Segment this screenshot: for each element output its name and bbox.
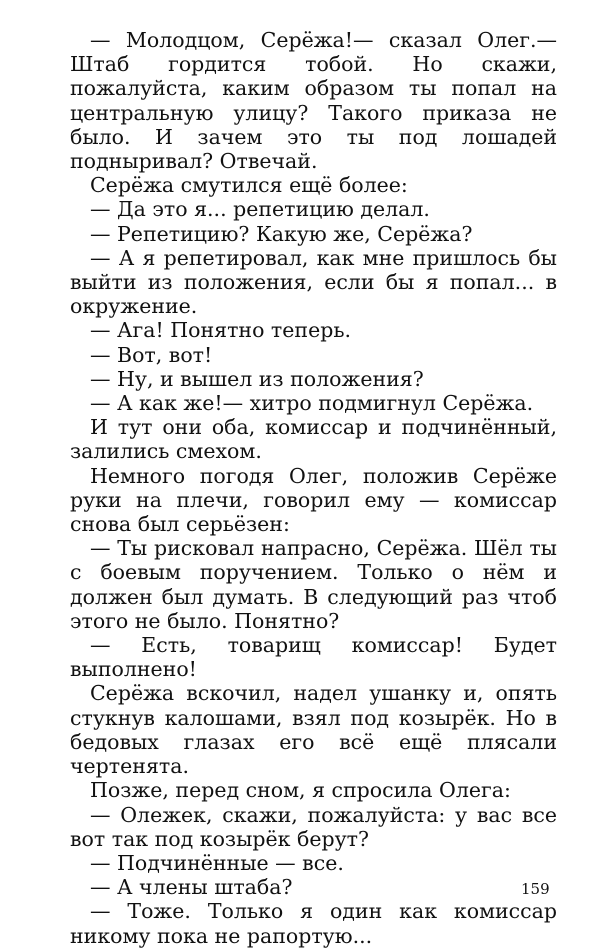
paragraph: — Репетицию? Какую же, Серёжа? (90, 221, 473, 246)
paragraph: — Да это я... репетицию делал. (90, 197, 430, 222)
paragraph: — Олежек, скажи, пожалуйста: у вас все вот так под козырёк берут? (70, 802, 557, 851)
paragraph: — А как же!— хитро подмигнул Серёжа. (90, 391, 534, 416)
paragraph: — Подчинённые — все. (90, 850, 344, 875)
paragraph: — Вот, вот! (90, 342, 213, 367)
paragraph: — А я репетировал, как мне пришлось бы выйти из положения, если бы я попал... в окружение. (70, 245, 557, 319)
paragraph: Позже, перед сном, я спросила Олега: (90, 778, 511, 803)
paragraph: — Есть, товарищ комиссар! Будет выполнено! (70, 633, 557, 682)
paragraph: — Тоже. Только я один как комиссар никому пока не рапортую... (70, 899, 557, 948)
paragraph: — Ага! Понятно теперь. (90, 318, 352, 343)
paragraph: — А члены штаба? (90, 875, 293, 900)
paragraph: — Ну, и вышел из положения? (90, 366, 424, 391)
paragraph: Серёжа смутился ещё более: (90, 173, 408, 198)
paragraph: Немного погодя Олег, положив Серёже руки на плечи, говорил ему — комиссар снова был серьёзен: (70, 463, 557, 537)
book-page-text (70, 28, 557, 948)
paragraph: — Ты рисковал напрасно, Серёжа. Шёл ты с боевым поручением. Только о нём и должен был думать. В следующий раз чтоб этого не было. Понятно? (70, 536, 557, 633)
page-number: 159 (521, 880, 550, 898)
paragraph: И тут они оба, комиссар и подчинённый, залились смехом. (70, 415, 557, 464)
paragraph: Серёжа вскочил, надел ушанку и, опять стукнув калошами, взял под козырёк. Но в бедовых глазах его всё ещё плясали чертенята. (70, 681, 557, 779)
paragraph: — Молодцом, Серёжа!— сказал Олег.— Штаб гордится тобой. Но скажи, пожалуйста, каким образом ты попал на центральную улицу? Такого приказа не было. И зачем это ты под лошадей подныривал? Отвечай. (70, 28, 557, 174)
